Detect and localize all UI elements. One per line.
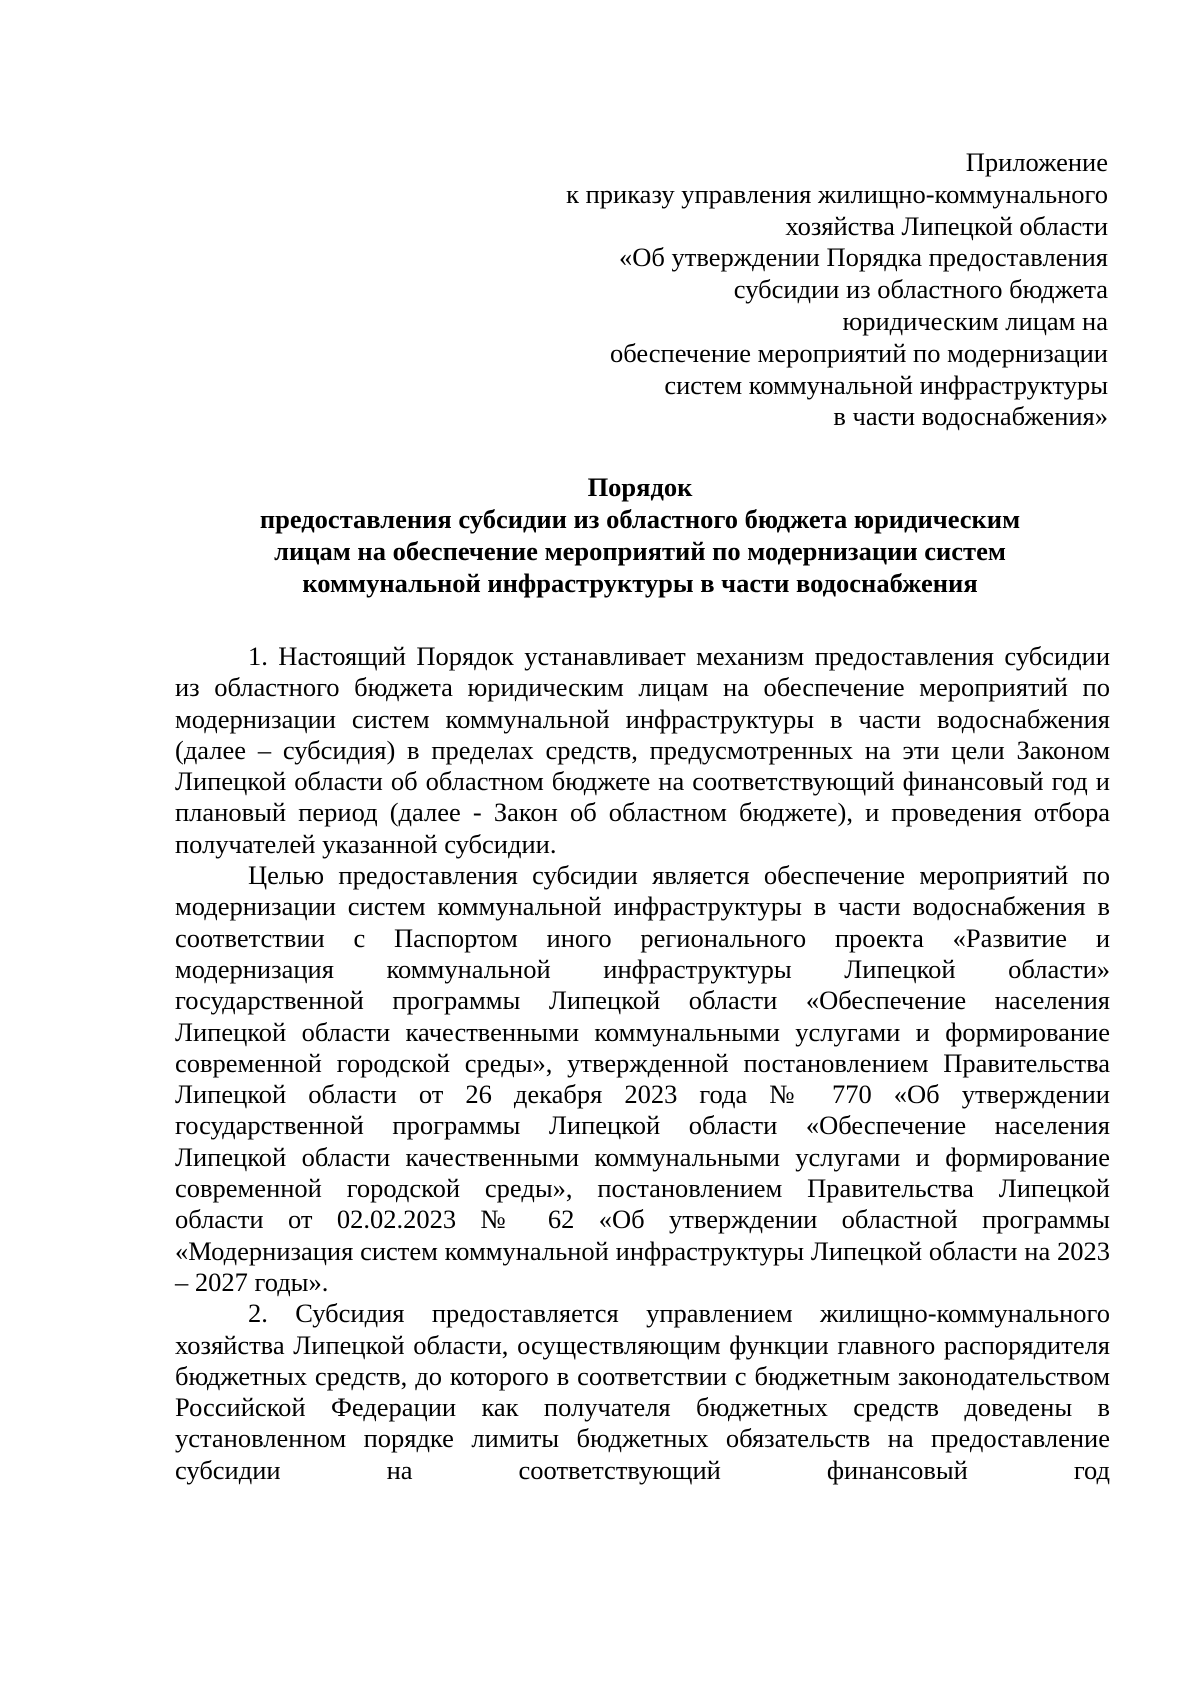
title-subtitle-line: лицам на обеспечение мероприятий по модернизации систем	[274, 536, 1006, 566]
appendix-line: юридическим лицам на	[842, 305, 1108, 336]
body-paragraph: 1. Настоящий Порядок устанавливает механизм предоставления субсидии из областного бюджета юридическим лицам на обеспечение мероприятий по модернизации систем коммунальной инфраструктуры в части водоснабжения (далее – субсидия) в пределах средств, предусмотренных на эти цели Законом Липецкой области об областном бюджете на соответствующий финансовый год и плановый период (далее - Закон об областном бюджете), и проведения отбора получателей указанной субсидии.	[175, 641, 1110, 859]
appendix-line: «Об утверждении Порядка предоставления	[619, 242, 1108, 273]
appendix-line: субсидии из областного бюджета	[733, 274, 1108, 305]
appendix-line: хозяйства Липецкой области	[785, 210, 1108, 241]
body-paragraph: 2. Субсидия предоставляется управлением жилищно-коммунального хозяйства Липецкой области, осуществляющим функции главного распорядителя бюджетных средств, до которого в соответствии с бюджетным законодательством Российской Федерации как получателя бюджетных средств доведены в установленном порядке лимиты бюджетных обязательств на предоставление субсидии на соответствующий финансовый год	[175, 1298, 1110, 1485]
body-paragraph: Целью предоставления субсидии является обеспечение мероприятий по модернизации систем коммунальной инфраструктуры в части водоснабжения в соответствии с Паспортом иного регионального проекта «Развитие и модернизация коммунальной инфраструктуры Липецкой области» государственной программы Липецкой области «Обеспечение населения Липецкой области качественными коммунальными услугами и формирование современной городской среды», утвержденной постановлением Правительства Липецкой области от 26 декабря 2023 года № 770 «Об утверждении государственной программы Липецкой области «Обеспечение населения Липецкой области качественными коммунальными услугами и формирование современной городской среды», постановлением Правительства Липецкой области от 02.02.2023 № 62 «Об утверждении областной программы «Модернизация систем коммунальной инфраструктуры Липецкой области на 2023 – 2027 годы».	[175, 860, 1110, 1297]
appendix-line: в части водоснабжения»	[833, 401, 1108, 432]
document-title	[175, 471, 1105, 599]
appendix-line: систем коммунальной инфраструктуры	[664, 369, 1108, 400]
appendix-header	[408, 147, 1108, 433]
title-subtitle-line: коммунальной инфраструктуры в части водоснабжения	[302, 568, 978, 598]
appendix-line: обеспечение мероприятий по модернизации	[609, 337, 1108, 368]
title-subtitle-line: предоставления субсидии из областного бюджета юридическим	[259, 504, 1021, 534]
appendix-line: к приказу управления жилищно-коммунального	[566, 178, 1108, 209]
appendix-line: Приложение	[965, 147, 1108, 177]
title-heading: Порядок	[587, 472, 693, 502]
document-body	[175, 641, 1110, 1486]
